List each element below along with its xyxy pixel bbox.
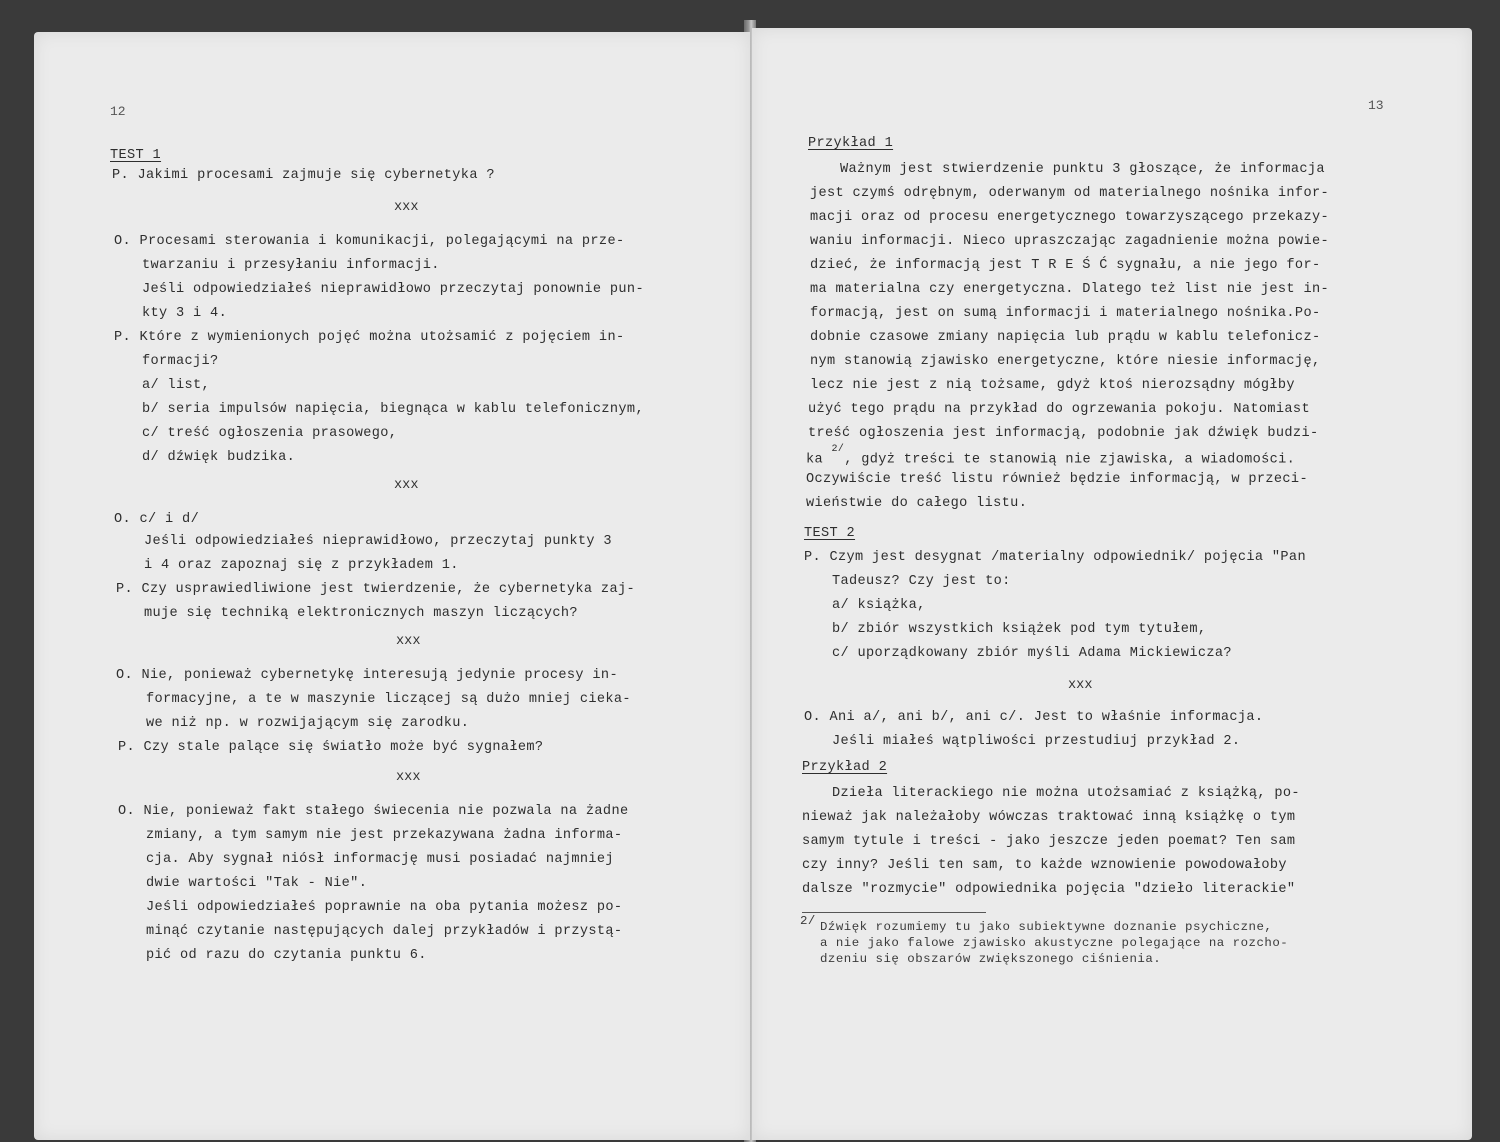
- footnote-marker: 2/: [800, 914, 816, 928]
- separator: xxx: [394, 478, 419, 493]
- text-line: c/ uporządkowany zbiór myśli Adama Mickiewicza?: [832, 646, 1232, 661]
- text-line: twarzaniu i przesyłaniu informacji.: [142, 258, 440, 273]
- separator: xxx: [396, 634, 421, 649]
- text-line: wieństwie do całego listu.: [806, 496, 1028, 511]
- text-line: ma materialna czy energetyczna. Dlatego też list nie jest in-: [810, 282, 1329, 297]
- text-fragment: , gdyż treści te stanowią nie zjawiska, a wiadomości.: [844, 452, 1296, 468]
- text-line: P. Czy usprawiedliwione jest twierdzenie, że cybernetyka zaj-: [116, 582, 635, 597]
- text-line: Dzieła literackiego nie można utożsamiać z książką, po-: [832, 786, 1300, 801]
- text-line: waniu informacji. Nieco upraszczając zagadnienie można powie-: [810, 234, 1329, 249]
- text-line: zmiany, a tym samym nie jest przekazywana żadna informa-: [146, 828, 623, 843]
- footnote-rule: [802, 912, 986, 913]
- text-line: treść ogłoszenia jest informacją, podobnie jak dźwięk budzi-: [808, 426, 1319, 441]
- right-page: [752, 28, 1472, 1140]
- text-line: użyć tego prądu na przykład do ogrzewania pokoju. Natomiast: [808, 402, 1310, 417]
- text-line: Ważnym jest stwierdzenie punktu 3 głoszące, że informacja: [840, 162, 1325, 177]
- text-line: czy inny? Jeśli ten sam, to każde wznowienie powodowałoby: [802, 858, 1287, 873]
- text-line: lecz nie jest z nią tożsame, gdyż ktoś nierozsądny mógłby: [810, 378, 1295, 393]
- text-line: nieważ jak należałoby wówczas traktować inną książkę o tym: [802, 810, 1296, 825]
- example-heading: Przykład 1: [808, 136, 894, 151]
- text-line: P. Które z wymienionych pojęć można utożsamić z pojęciem in-: [114, 330, 625, 345]
- text-line: P. Czym jest desygnat /materialny odpowiednik/ pojęcia "Pan: [804, 550, 1306, 565]
- text-line: Jeśli odpowiedziałeś nieprawidłowo przeczytaj ponownie pun-: [142, 282, 644, 297]
- text-line: P. Jakimi procesami zajmuje się cybernetyka ?: [112, 168, 495, 183]
- text-line: Oczywiście treść listu również będzie informacją, w przeci-: [806, 472, 1308, 487]
- text-line: [806, 444, 1296, 469]
- text-line: formacji?: [142, 354, 219, 369]
- text-line: d/ dźwięk budzika.: [142, 450, 296, 465]
- text-line: samym tytule i treści - jako jeszcze jeden poemat? Ten sam: [802, 834, 1296, 849]
- separator: xxx: [394, 200, 419, 215]
- text-line: pić od razu do czytania punktu 6.: [146, 948, 427, 963]
- text-line: Jeśli odpowiedziałeś nieprawidłowo, przeczytaj punkty 3: [144, 534, 612, 549]
- text-line: P. Czy stale palące się światło może być sygnałem?: [118, 740, 544, 755]
- footnote-line: a nie jako falowe zjawisko akustyczne polegające na rozcho-: [820, 936, 1289, 950]
- text-line: O. c/ i d/: [114, 512, 200, 527]
- text-line: cja. Aby sygnał niósł informację musi posiadać najmniej: [146, 852, 614, 867]
- text-line: b/ zbiór wszystkich książek pod tym tytułem,: [832, 622, 1207, 637]
- test-heading: TEST 1: [110, 148, 162, 163]
- page-number: 12: [110, 104, 126, 119]
- example-heading: Przykład 2: [802, 760, 888, 775]
- page-number: 13: [1368, 98, 1384, 113]
- text-line: O. Procesami sterowania i komunikacji, polegającymi na prze-: [114, 234, 625, 249]
- text-line: formacją, jest on sumą informacji i materialnego nośnika.Po-: [810, 306, 1321, 321]
- separator: xxx: [1068, 678, 1093, 693]
- text-line: dobnie czasowe zmiany napięcia lub prądu w kablu telefonicz-: [810, 330, 1321, 345]
- text-line: we niż np. w rozwijającym się zarodku.: [146, 716, 470, 731]
- text-line: dalsze "rozmycie" odpowiednika pojęcia "dzieło literackie": [802, 882, 1296, 897]
- text-line: c/ treść ogłoszenia prasowego,: [142, 426, 398, 441]
- text-line: minąć czytanie następujących dalej przykładów i przystą-: [146, 924, 623, 939]
- text-fragment: ka: [806, 452, 824, 468]
- separator: xxx: [396, 770, 421, 785]
- text-line: jest czymś odrębnym, oderwanym od materialnego nośnika infor-: [810, 186, 1329, 201]
- text-line: nym stanowią zjawisko energetyczne, które niesie informację,: [810, 354, 1321, 369]
- left-page: [34, 32, 750, 1140]
- test-heading: TEST 2: [804, 526, 856, 541]
- text-line: i 4 oraz zapoznaj się z przykładem 1.: [144, 558, 459, 573]
- text-line: Tadeusz? Czy jest to:: [832, 574, 1011, 589]
- footnote-line: Dźwięk rozumiemy tu jako subiektywne doznanie psychiczne,: [820, 920, 1273, 934]
- text-line: O. Nie, ponieważ fakt stałego świecenia nie pozwala na żadne: [118, 804, 629, 819]
- text-line: a/ list,: [142, 378, 211, 393]
- text-line: dwie wartości "Tak - Nie".: [146, 876, 368, 891]
- text-line: O. Nie, ponieważ cybernetykę interesują jedynie procesy in-: [116, 668, 618, 683]
- text-line: dzieć, że informacją jest T R E Ś Ć sygnału, a nie jego for-: [810, 258, 1321, 273]
- text-line: Jeśli odpowiedziałeś poprawnie na oba pytania możesz po-: [146, 900, 623, 915]
- text-line: muje się techniką elektronicznych maszyn liczących?: [144, 606, 578, 621]
- text-line: Jeśli miałeś wątpliwości przestudiuj przykład 2.: [832, 734, 1241, 749]
- text-line: a/ książka,: [832, 598, 926, 613]
- text-line: b/ seria impulsów napięcia, biegnąca w kablu telefonicznym,: [142, 402, 644, 417]
- text-line: formacyjne, a te w maszynie liczącej są dużo mniej cieka-: [146, 692, 631, 707]
- text-line: O. Ani a/, ani b/, ani c/. Jest to właśnie informacja.: [804, 710, 1264, 725]
- text-line: macji oraz od procesu energetycznego towarzyszącego przekazy-: [810, 210, 1329, 225]
- footnote-marker: 2/: [831, 444, 845, 455]
- text-line: kty 3 i 4.: [142, 306, 228, 321]
- footnote-line: dzeniu się obszarów zwiększonego ciśnienia.: [820, 952, 1162, 966]
